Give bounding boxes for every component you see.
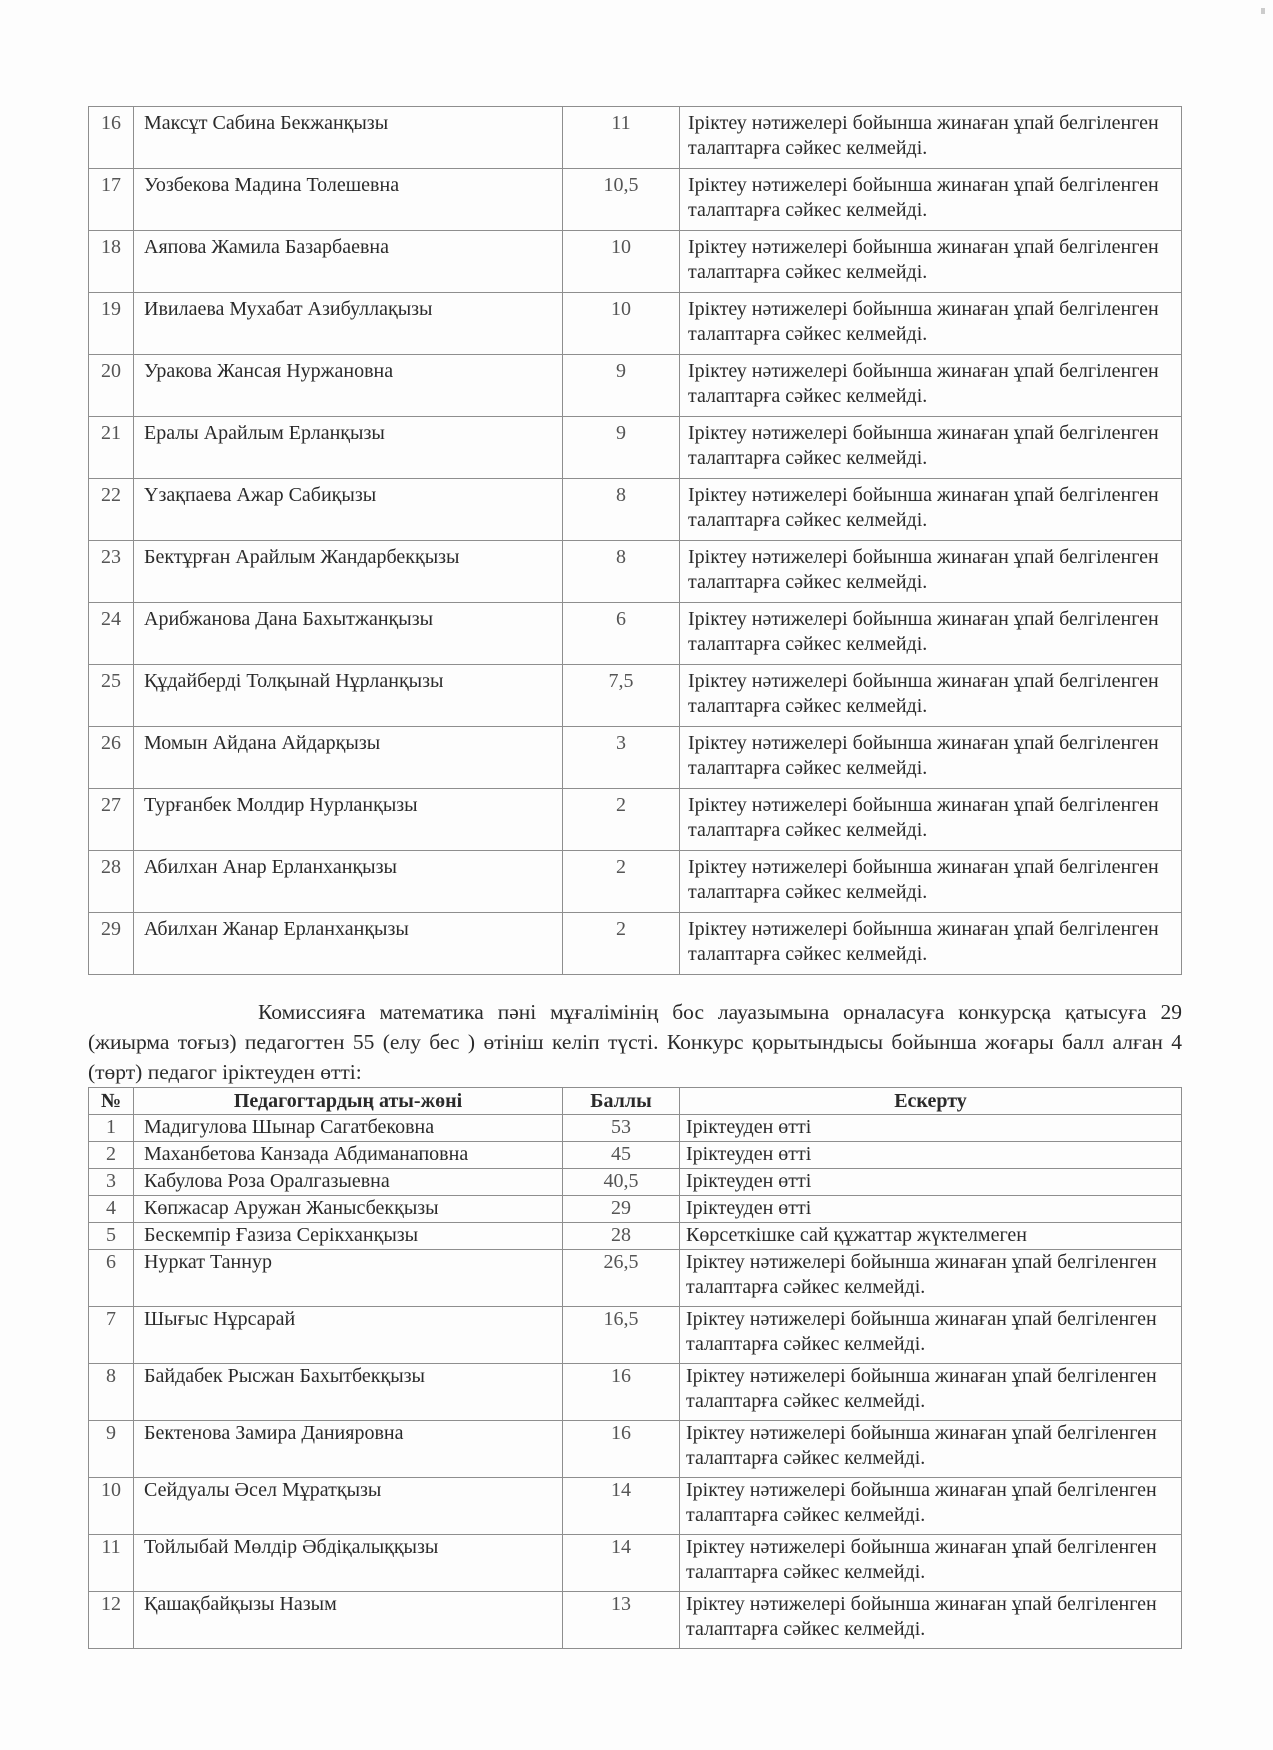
remark: Іріктеу нәтижелері бойынша жинаған ұпай белгіленген талаптарға сәйкес келмейді. xyxy=(680,1364,1182,1421)
row-number: 5 xyxy=(89,1223,134,1250)
score: 10 xyxy=(563,231,680,293)
row-number: 20 xyxy=(89,355,134,417)
remark: Іріктеу нәтижелері бойынша жинаған ұпай белгіленген талаптарға сәйкес келмейді. xyxy=(680,169,1182,231)
score: 40,5 xyxy=(563,1169,680,1196)
table-row xyxy=(89,789,1182,851)
score: 16 xyxy=(563,1364,680,1421)
remark: Іріктеу нәтижелері бойынша жинаған ұпай белгіленген талаптарға сәйкес келмейді. xyxy=(680,1421,1182,1478)
table-header-row xyxy=(89,1088,1182,1115)
teacher-name: Бескемпір Ғазиза Серікханқызы xyxy=(134,1223,563,1250)
teacher-name: Максұт Сабина Бекжанқызы xyxy=(134,107,563,169)
teacher-name: Тойлыбай Мөлдір Әбдіқалыққызы xyxy=(134,1535,563,1592)
score: 9 xyxy=(563,417,680,479)
table-row xyxy=(89,479,1182,541)
header-remark: Ескерту xyxy=(680,1088,1182,1115)
score: 6 xyxy=(563,603,680,665)
teacher-name: Қашақбайқызы Назым xyxy=(134,1592,563,1649)
teacher-name: Бектұрған Арайлым Жандарбекқызы xyxy=(134,541,563,603)
row-number: 2 xyxy=(89,1142,134,1169)
remark: Іріктеу нәтижелері бойынша жинаған ұпай белгіленген талаптарға сәйкес келмейді. xyxy=(680,293,1182,355)
remark: Іріктеу нәтижелері бойынша жинаған ұпай белгіленген талаптарға сәйкес келмейді. xyxy=(680,1478,1182,1535)
header-name: Педагогтардың аты-жөні xyxy=(134,1088,563,1115)
remark: Іріктеу нәтижелері бойынша жинаған ұпай белгіленген талаптарға сәйкес келмейді. xyxy=(680,355,1182,417)
teacher-name: Аяпова Жамила Базарбаевна xyxy=(134,231,563,293)
teacher-name: Байдабек Рысжан Бахытбекқызы xyxy=(134,1364,563,1421)
row-number: 24 xyxy=(89,603,134,665)
table-row xyxy=(89,603,1182,665)
remark: Іріктеу нәтижелері бойынша жинаған ұпай белгіленген талаптарға сәйкес келмейді. xyxy=(680,231,1182,293)
teacher-name: Абилхан Анар Ерланханқызы xyxy=(134,851,563,913)
table-row xyxy=(89,665,1182,727)
remark: Іріктеуден өтті xyxy=(680,1169,1182,1196)
remark: Іріктеуден өтті xyxy=(680,1142,1182,1169)
score: 14 xyxy=(563,1535,680,1592)
paragraph-text: Комиссияға математика пәні мұғалімінің бос лауазымына орналасуға конкурсқа қатысуға 29 (жиырма тоғыз) педагогтен 55 (елу бес ) өтініш келіп түсті. Конкурс қорытындысы бойынша жоғары балл алған 4 (төрт) педагог іріктеуден өтті: xyxy=(88,999,1182,1084)
score: 3 xyxy=(563,727,680,789)
score: 29 xyxy=(563,1196,680,1223)
header-score: Баллы xyxy=(563,1088,680,1115)
teacher-name: Момын Айдана Айдарқызы xyxy=(134,727,563,789)
score: 7,5 xyxy=(563,665,680,727)
remark: Іріктеуден өтті xyxy=(680,1115,1182,1142)
teacher-name: Кабулова Роза Оралгазыевна xyxy=(134,1169,563,1196)
table-row xyxy=(89,851,1182,913)
remark: Іріктеу нәтижелері бойынша жинаған ұпай белгіленген талаптарға сәйкес келмейді. xyxy=(680,851,1182,913)
row-number: 16 xyxy=(89,107,134,169)
row-number: 3 xyxy=(89,1169,134,1196)
score: 16 xyxy=(563,1421,680,1478)
remark: Іріктеу нәтижелері бойынша жинаған ұпай белгіленген талаптарға сәйкес келмейді. xyxy=(680,913,1182,975)
teacher-name: Турғанбек Молдир Нурланқызы xyxy=(134,789,563,851)
teacher-name: Уракова Жансая Нуржановна xyxy=(134,355,563,417)
teacher-name: Абилхан Жанар Ерланханқызы xyxy=(134,913,563,975)
header-number: № xyxy=(89,1088,134,1115)
row-number: 19 xyxy=(89,293,134,355)
table-row xyxy=(89,1535,1182,1592)
score: 2 xyxy=(563,913,680,975)
table-row xyxy=(89,1307,1182,1364)
teacher-name: Маханбетова Канзада Абдиманаповна xyxy=(134,1142,563,1169)
score: 26,5 xyxy=(563,1250,680,1307)
score: 28 xyxy=(563,1223,680,1250)
table-row xyxy=(89,727,1182,789)
teacher-name: Көпжасар Аружан Жанысбекқызы xyxy=(134,1196,563,1223)
table-row xyxy=(89,1223,1182,1250)
score: 8 xyxy=(563,479,680,541)
remark: Іріктеу нәтижелері бойынша жинаған ұпай белгіленген талаптарға сәйкес келмейді. xyxy=(680,1250,1182,1307)
table-row xyxy=(89,1142,1182,1169)
remark: Іріктеу нәтижелері бойынша жинаған ұпай белгіленген талаптарға сәйкес келмейді. xyxy=(680,1592,1182,1649)
row-number: 17 xyxy=(89,169,134,231)
teacher-name: Бектенова Замира Данияровна xyxy=(134,1421,563,1478)
remark: Іріктеу нәтижелері бойынша жинаған ұпай белгіленген талаптарға сәйкес келмейді. xyxy=(680,107,1182,169)
table-row xyxy=(89,231,1182,293)
teacher-name: Шығыс Нұрсарай xyxy=(134,1307,563,1364)
teacher-name: Нуркат Таннур xyxy=(134,1250,563,1307)
score: 10 xyxy=(563,293,680,355)
score: 8 xyxy=(563,541,680,603)
score: 9 xyxy=(563,355,680,417)
table-row xyxy=(89,913,1182,975)
teacher-name: Арибжанова Дана Бахытжанқызы xyxy=(134,603,563,665)
remark: Іріктеуден өтті xyxy=(680,1196,1182,1223)
row-number: 25 xyxy=(89,665,134,727)
score: 2 xyxy=(563,851,680,913)
row-number: 7 xyxy=(89,1307,134,1364)
row-number: 23 xyxy=(89,541,134,603)
score: 53 xyxy=(563,1115,680,1142)
score: 10,5 xyxy=(563,169,680,231)
row-number: 21 xyxy=(89,417,134,479)
table-row xyxy=(89,1478,1182,1535)
score: 13 xyxy=(563,1592,680,1649)
row-number: 29 xyxy=(89,913,134,975)
table-row xyxy=(89,169,1182,231)
math-teacher-results-table xyxy=(88,1087,1182,1649)
row-number: 4 xyxy=(89,1196,134,1223)
results-table-continued xyxy=(88,106,1182,975)
remark: Іріктеу нәтижелері бойынша жинаған ұпай белгіленген талаптарға сәйкес келмейді. xyxy=(680,727,1182,789)
table-row xyxy=(89,1421,1182,1478)
remark: Іріктеу нәтижелері бойынша жинаған ұпай белгіленген талаптарға сәйкес келмейді. xyxy=(680,789,1182,851)
teacher-name: Үзақпаева Ажар Сабиқызы xyxy=(134,479,563,541)
remark: Іріктеу нәтижелері бойынша жинаған ұпай белгіленген талаптарға сәйкес келмейді. xyxy=(680,479,1182,541)
row-number: 12 xyxy=(89,1592,134,1649)
table-row xyxy=(89,293,1182,355)
table-row xyxy=(89,1364,1182,1421)
row-number: 6 xyxy=(89,1250,134,1307)
row-number: 1 xyxy=(89,1115,134,1142)
row-number: 22 xyxy=(89,479,134,541)
table-row xyxy=(89,417,1182,479)
table-row xyxy=(89,1250,1182,1307)
score: 14 xyxy=(563,1478,680,1535)
row-number: 26 xyxy=(89,727,134,789)
row-number: 18 xyxy=(89,231,134,293)
remark: Іріктеу нәтижелері бойынша жинаған ұпай белгіленген талаптарға сәйкес келмейді. xyxy=(680,603,1182,665)
row-number: 8 xyxy=(89,1364,134,1421)
table-row xyxy=(89,107,1182,169)
teacher-name: Уозбекова Мадина Толешевна xyxy=(134,169,563,231)
remark: Іріктеу нәтижелері бойынша жинаған ұпай белгіленген талаптарға сәйкес келмейді. xyxy=(680,417,1182,479)
scan-speck xyxy=(1261,8,1265,14)
row-number: 27 xyxy=(89,789,134,851)
row-number: 11 xyxy=(89,1535,134,1592)
table-row xyxy=(89,355,1182,417)
score: 2 xyxy=(563,789,680,851)
score: 16,5 xyxy=(563,1307,680,1364)
row-number: 10 xyxy=(89,1478,134,1535)
teacher-name: Сейдуалы Әсел Мұратқызы xyxy=(134,1478,563,1535)
teacher-name: Құдайберді Толқынай Нұрланқызы xyxy=(134,665,563,727)
table-row xyxy=(89,1592,1182,1649)
remark: Іріктеу нәтижелері бойынша жинаған ұпай белгіленген талаптарға сәйкес келмейді. xyxy=(680,1535,1182,1592)
row-number: 28 xyxy=(89,851,134,913)
teacher-name: Ералы Арайлым Ерланқызы xyxy=(134,417,563,479)
remark: Іріктеу нәтижелері бойынша жинаған ұпай белгіленген талаптарға сәйкес келмейді. xyxy=(680,665,1182,727)
remark: Іріктеу нәтижелері бойынша жинаған ұпай белгіленген талаптарға сәйкес келмейді. xyxy=(680,541,1182,603)
teacher-name: Ивилаева Мухабат Азибуллақызы xyxy=(134,293,563,355)
score: 45 xyxy=(563,1142,680,1169)
remark: Көрсеткішке сай құжаттар жүктелмеген xyxy=(680,1223,1182,1250)
table-row xyxy=(89,1115,1182,1142)
remark: Іріктеу нәтижелері бойынша жинаған ұпай белгіленген талаптарға сәйкес келмейді. xyxy=(680,1307,1182,1364)
table-row xyxy=(89,541,1182,603)
score: 11 xyxy=(563,107,680,169)
table-row xyxy=(89,1169,1182,1196)
teacher-name: Мадигулова Шынар Сагатбековна xyxy=(134,1115,563,1142)
table-row xyxy=(89,1196,1182,1223)
row-number: 9 xyxy=(89,1421,134,1478)
commission-paragraph xyxy=(88,997,1182,1087)
